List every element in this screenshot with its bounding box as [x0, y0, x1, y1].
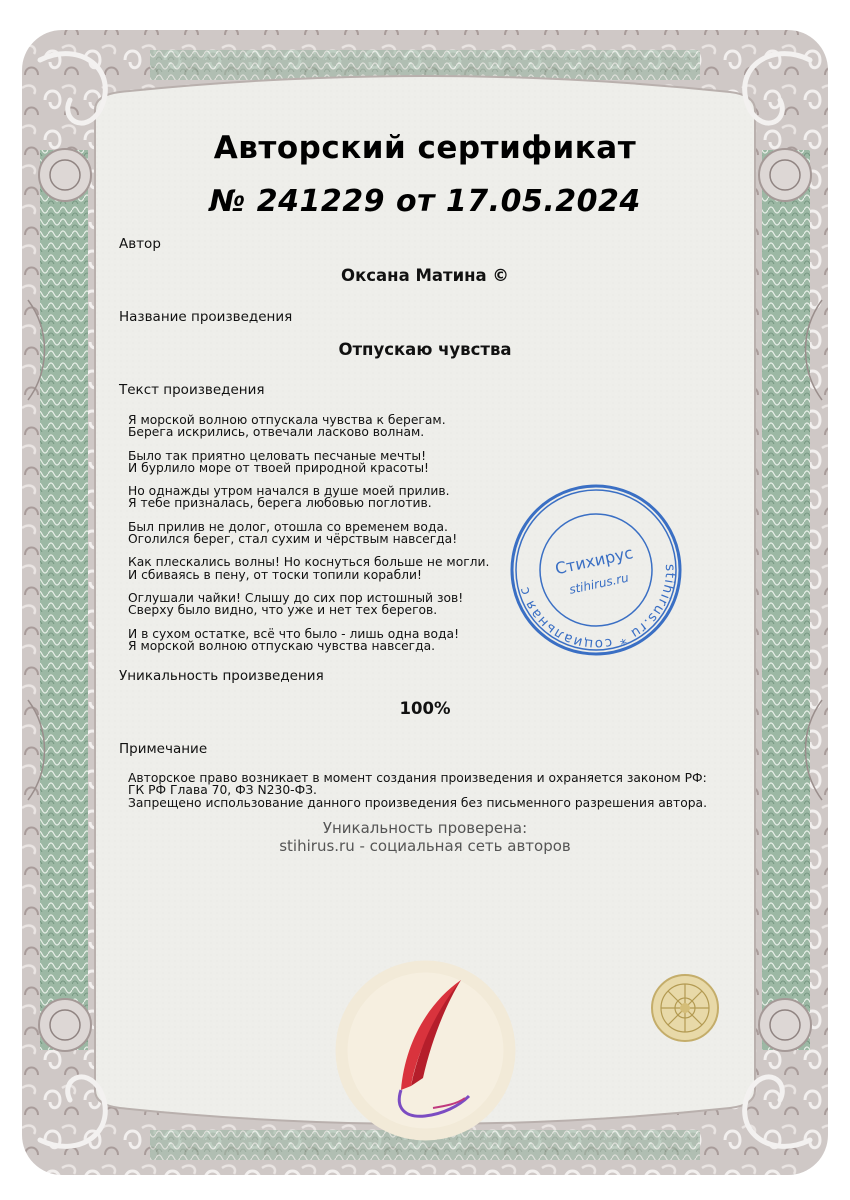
gold-seal-icon [650, 973, 720, 1043]
poem-line: И в сухом остатке, всё что было - лишь одна вода! [128, 626, 460, 641]
author-name: Оксана Матина © [341, 266, 509, 285]
author-label: Автор [119, 236, 161, 252]
poem-stanza [128, 414, 528, 439]
poem-stanza [128, 592, 528, 617]
poem-line: И бурлило море от твоей природной красоты! [128, 460, 429, 475]
poem-line: Я морской волною отпускаю чувства навсегда. [128, 638, 436, 653]
poem-line: Сверху было видно, что уже и нет тех берегов. [128, 603, 438, 618]
poem-line: И сбиваясь в пену, от тоски топили корабли! [128, 567, 422, 582]
poem-line: Оглушали чайки! Слышу до сих пор истошный зов! [128, 590, 464, 605]
stamp-site: stihirus.ru [567, 570, 630, 597]
poem-line: Берега искрились, отвечали ласково волнам. [128, 425, 425, 440]
poem-stanza [128, 450, 528, 475]
stamp-name: Стихирус [553, 543, 635, 579]
poem-stanza [128, 556, 528, 581]
certificate-number: № 241229 от 17.05.2024 [209, 184, 641, 219]
poem-stanza [128, 628, 528, 653]
note-copyright: Авторское право возникает в момент создания произведения и охраняется законом РФ: ГК РФ Глава 70, ФЗ N230-ФЗ. [128, 771, 707, 798]
stamp-rings [508, 482, 684, 658]
certificate-title: Авторский сертификат [213, 130, 637, 166]
poem-stanza [128, 521, 528, 546]
poem-line: Оголился берег, стал сухим и чёрствым навсегда! [128, 532, 458, 547]
stihirus-stamp [508, 482, 684, 658]
poem-line: Было так приятно целовать песчаные мечты! [128, 448, 427, 463]
poem-stanza [128, 485, 528, 510]
uniqueness-label: Уникальность произведения [119, 668, 324, 684]
note-restriction: Запрещено использование данного произведения без письменного разрешения автора. [128, 795, 707, 810]
work-title: Отпускаю чувства [338, 340, 512, 359]
verification-line: Уникальность проверена: [322, 819, 528, 837]
poem-line: Я морской волною отпускала чувства к берегам. [128, 413, 446, 427]
verification-site: stihirus.ru - социальная сеть авторов [279, 837, 571, 855]
work-title-label: Название произведения [119, 309, 293, 325]
note-text [128, 772, 718, 809]
quill-emblem-icon [333, 958, 518, 1143]
work-text-label: Текст произведения [119, 382, 265, 398]
note-label: Примечание [119, 741, 208, 757]
poem-line: Был прилив не долог, отошла со временем вода. [128, 519, 448, 534]
poem-line: Как плескались волны! Но коснуться больше не могли. [128, 555, 490, 570]
poem-text [128, 414, 528, 663]
stamp-ring-text: stihirus.ru * социальная сеть [516, 563, 679, 653]
uniqueness-value: 100% [399, 699, 451, 718]
poem-line: Но однажды утром начался в душе моей прилив. [128, 484, 450, 499]
poem-line: Я тебе призналась, берега любовью поглотив. [128, 496, 432, 511]
